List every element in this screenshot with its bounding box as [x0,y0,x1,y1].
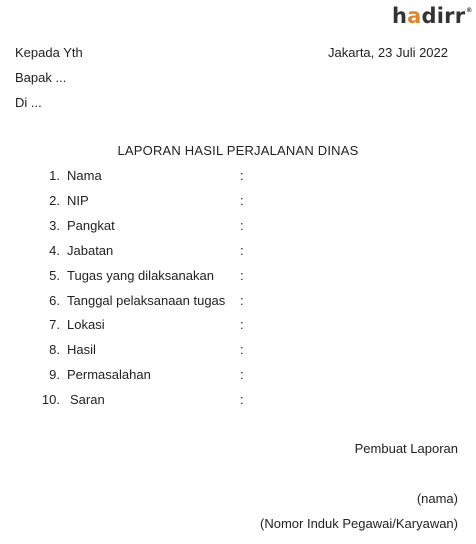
item-label: Permasalahan [67,367,151,382]
item-label: Pangkat [67,218,115,233]
item-colon: : [240,268,244,283]
item-colon: : [240,293,244,308]
place-date: Jakarta, 23 Juli 2022 [328,45,448,60]
signature-name: (nama) [416,491,458,506]
item-colon: : [240,392,244,407]
item-number: 3. [49,218,60,233]
item-colon: : [240,168,244,183]
item-colon: : [240,317,244,332]
item-number: 1. [49,168,60,183]
item-number: 2. [49,193,60,208]
recipient-line: Kepada Yth [15,45,83,60]
signature-role: Pembuat Laporan [354,441,458,456]
item-number: 10. [41,392,60,407]
item-label: Saran [70,392,105,407]
document-title: LAPORAN HASIL PERJALANAN DINAS [117,143,359,158]
registered-mark: ® [466,7,473,14]
item-number: 7. [49,317,60,332]
item-colon: : [240,218,244,233]
item-number: 8. [49,342,60,357]
signature-id-number: (Nomor Induk Pegawai/Karyawan) [260,516,458,531]
item-label: Tugas yang dilaksanakan [67,268,214,283]
item-number: 4. [49,243,60,258]
item-number: 5. [49,268,60,283]
item-colon: : [240,367,244,382]
item-number: 9. [49,367,60,382]
item-colon: : [240,342,244,357]
item-label: NIP [67,193,89,208]
item-label: Lokasi [67,317,105,332]
item-label: Nama [67,168,102,183]
location-line: Di ... [15,95,42,110]
addressee: Bapak ... [15,70,67,85]
item-label: Hasil [67,342,96,357]
item-label: Jabatan [67,243,114,258]
item-number: 6. [49,293,60,308]
logo-text: hadirr [392,4,466,28]
item-label: Tanggal pelaksanaan tugas [67,293,226,308]
hadirr-logo [392,4,472,28]
item-colon: : [240,243,244,258]
item-colon: : [240,193,244,208]
